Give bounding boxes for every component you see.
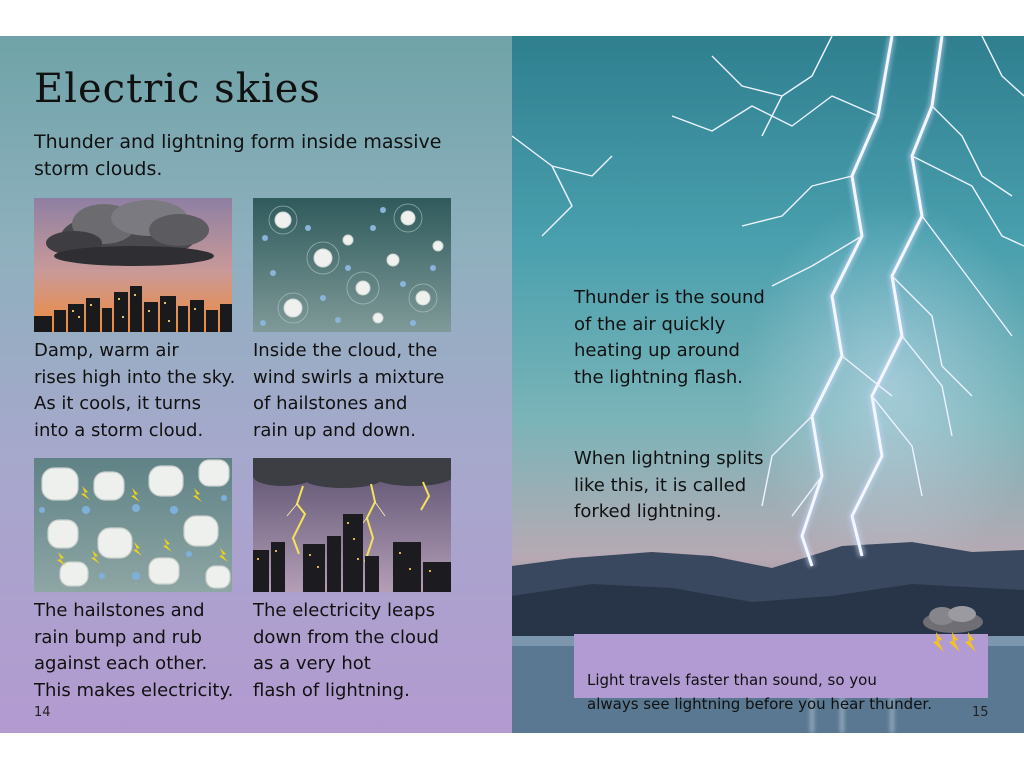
caption-storm-cloud: Damp, warm air rises high into the sky. As it cools, it turns into a storm cloud. bbox=[34, 340, 236, 441]
hailstones-electricity-illustration bbox=[34, 458, 232, 592]
forked-lightning-explanation: When lightning splits like this, it is called forked lightning. bbox=[574, 448, 764, 522]
caption-hailstones-electricity: The hailstones and rain bump and rub against each other. This makes electricity. bbox=[34, 600, 234, 701]
caption-lightning-flash: The electricity leaps down from the cloud as a very hot flash of lightning. bbox=[253, 600, 439, 701]
storm-cloud-illustration bbox=[34, 198, 232, 332]
page-number-right: 15 bbox=[972, 705, 989, 720]
left-page bbox=[0, 36, 512, 733]
storm-cloud-icon bbox=[918, 604, 988, 664]
lightning-city-illustration bbox=[253, 458, 451, 592]
caption-hailstones-swirl: Inside the cloud, the wind swirls a mixture of hailstones and rain up and down. bbox=[253, 340, 445, 441]
thunder-explanation: Thunder is the sound of the air quickly heating up around the lightning flash. bbox=[574, 287, 765, 388]
hailstones-swirl-illustration bbox=[253, 198, 451, 332]
intro-text: Thunder and lightning form inside massive storm clouds. bbox=[34, 131, 442, 180]
page-title: Electric skies bbox=[34, 66, 321, 112]
book-spread bbox=[0, 36, 1024, 733]
right-page bbox=[512, 36, 1024, 733]
page-number-left: 14 bbox=[34, 705, 51, 720]
fact-box-text: Light travels faster than sound, so you always see lightning before you hear thunder. bbox=[587, 671, 932, 713]
